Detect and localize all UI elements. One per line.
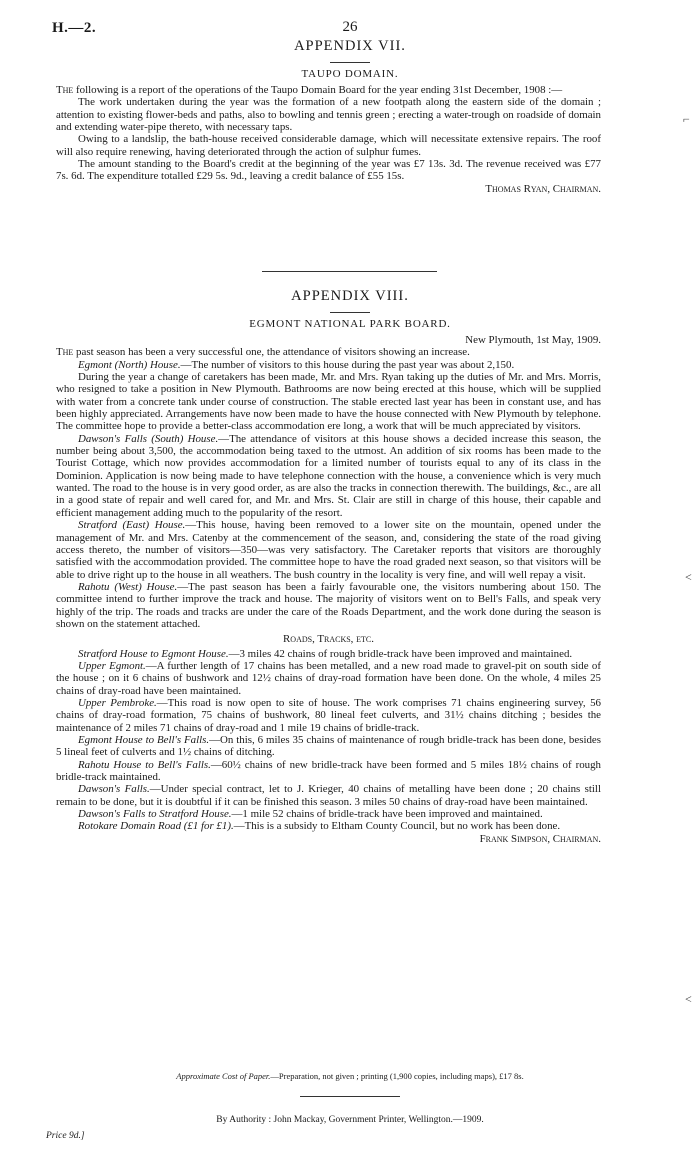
paragraph (56, 519, 601, 581)
margin-mark: ˂ (685, 992, 692, 1006)
appendix-vii-title: APPENDIX VII. (294, 38, 406, 54)
road-text: —A further length of 17 chains has been metalled, and a new road made to gravel-pit on south side of the house ; on it 6 chains of bushwork and 12½ chains of dray-road formation have been done. On the whole, 4 miles 25 chains of dray-road have been maintained. (56, 659, 601, 697)
intro-text: past season has been a very successful one, the attendance of visitors showing an increase. (73, 346, 470, 359)
road-text: —Under special contract, let to J. Krieger, 40 chains of metalling have been done ; 20 chains still remain to be done, but it is doubtful if it can be finished this season. 3 miles 50 chains of dray-road have been maintained. (56, 783, 601, 808)
paragraph (56, 783, 601, 808)
road-heading: Upper Egmont. (78, 659, 146, 672)
road-heading: Dawson's Falls. (78, 783, 150, 796)
road-heading: Egmont House to Bell's Falls. (78, 734, 210, 746)
printer-authority: By Authority : John Mackay, Government Printer, Wellington.—1909. (216, 1115, 484, 1125)
paragraph (56, 359, 601, 371)
cost-label: Approximate Cost of Paper. (176, 1071, 271, 1081)
intro-text: following is a report of the operations of the Taupo Domain Board for the year ending 31st December, 1908 :— (73, 84, 563, 96)
title-rule (330, 62, 370, 63)
paragraph (56, 759, 601, 784)
intro-lead: The (56, 346, 74, 359)
road-heading: Upper Pembroke. (78, 696, 157, 709)
appendix-viii-body (56, 334, 601, 845)
report-reference: H.—2. (52, 20, 97, 36)
section-heading: Rahotu (West) House. (78, 580, 178, 593)
paragraph (56, 697, 601, 734)
appendix-viii-title: APPENDIX VIII. (291, 288, 409, 304)
title-rule (330, 312, 370, 313)
margin-mark: ⌐ (683, 112, 690, 126)
road-heading: Stratford House to Egmont House. (78, 647, 229, 660)
price: Price 9d.] (46, 1131, 85, 1141)
dateline: New Plymouth, 1st May, 1909. (465, 334, 601, 346)
signature: Frank Simpson, Chairman. (479, 832, 601, 845)
intro-paragraph (56, 346, 601, 358)
paragraph (56, 433, 601, 519)
road-text: —This is a subsidy to Eltham County Council, but no work has been done. (233, 820, 561, 833)
section-heading: Dawson's Falls (South) House. (78, 432, 219, 445)
paragraph (56, 734, 601, 759)
paragraph (56, 820, 601, 832)
section-divider (262, 271, 437, 272)
road-heading: Rotokare Domain Road (£1 for £1). (78, 820, 234, 833)
paragraph: During the year a change of caretakers has been made, Mr. and Mrs. Ryan taking up the duties of Mr. and Mrs. Morris, who resigned to take a position in New Plymouth. Bathrooms are now being erected at this house, which will be supplied with water from a concrete tank under course of construction. The stable erected last year has been in constant use, and has been highly appreciated. Arrangements have now been made to have the house connected with New Plymouth by telephone. The committee hope to provide a better-class accommodation ere long, a work that will be much appreciated by visitors. (56, 371, 601, 433)
road-heading: Dawson's Falls to Stratford House. (78, 808, 232, 821)
section-heading: Egmont (North) House. (78, 358, 181, 371)
margin-mark: ˂ (685, 570, 692, 584)
page-number: 26 (342, 19, 358, 35)
appendix-vii-body (56, 84, 601, 195)
appendix-viii-subtitle: EGMONT NATIONAL PARK BOARD. (249, 318, 451, 330)
paragraph: Owing to a landslip, the bath-house received considerable damage, which will necessitate extensive repairs. The roof will also require renewing, having deteriorated through the action of sulphur fumes. (56, 133, 601, 158)
intro-paragraph (56, 84, 601, 96)
section-text: —The past season has been a fairly favourable one, the visitors numbering about 150. The committee intend to further improve the track and house. The majority of visitors went on to Bell's Falls, and speak very highly of the trip. The roads and tracks are under the care of the Roads Department, and the work done during the season is shown on the statement attached. (56, 580, 601, 630)
paragraph: The amount standing to the Board's credit at the beginning of the year was £7 13s. 3d. The revenue received was £77 7s. 6d. The expenditure totalled £29 5s. 9d., leaving a credit balance of £55 15s. (56, 158, 601, 183)
road-text: —On this, 6 miles 35 chains of maintenance of rough bridle-track has been done, besides 5 lineal feet of culverts and 1½ chains of ditching. (56, 734, 601, 759)
cost-text: —Preparation, not given ; printing (1,900 copies, including maps), £17 8s. (270, 1071, 524, 1081)
road-text: —1 mile 52 chains of bridle-track have been improved and maintained. (231, 808, 543, 821)
road-text: —60½ chains of new bridle-track have been formed and 5 miles 18½ chains of rough bridle-track maintained. (56, 758, 601, 784)
roads-heading: Roads, Tracks, etc. (283, 633, 374, 646)
road-heading: Rahotu House to Bell's Falls. (78, 758, 211, 771)
signature: Thomas Ryan, Chairman. (485, 182, 601, 195)
paragraph (56, 660, 601, 697)
paragraph (56, 808, 601, 820)
cost-of-paper (0, 1071, 700, 1081)
section-text: —The attendance of visitors at this house shows a decided increase this season, the number being about 3,500, the accommodation being taxed to the utmost. An addition of six rooms has been made to the Tourist Cottage, which now provides accommodation for a limited number of tourists equal to any of its class in the Dominion. Application is now being made to have telephone connection with the house, a convenience which is very much wanted. The road to the house is in very good order, as are also the tracks in connection therewith. The buildings, &c., are all in a good state of repair and well cared for, and Mr. and Mrs. St. Clair are still in charge of this house, their capable and efficient management adding much to the popularity of the resort. (56, 432, 601, 519)
appendix-vii-subtitle: TAUPO DOMAIN. (301, 68, 399, 80)
road-text: —3 miles 42 chains of rough bridle-track have been improved and maintained. (228, 647, 573, 660)
section-text: —The number of visitors to this house during the past year was about 2,150. (180, 358, 515, 371)
paragraph (56, 581, 601, 630)
paragraph (56, 648, 601, 660)
section-text: —This house, having been removed to a lower site on the mountain, opened under the management of Mr. and Mrs. Catenby at the commencement of the season, and, considering the state of the road giving access thereto, the number of visitors—350—was very satisfactory. The Caretaker reports that visitors are thoroughly satisfied with the accommodation provided. The committee hope to have the road graded next season, so that visitors will be able to drive right up to the house in all weathers. The bush country in the locality is very fine, and will well repay a visit. (56, 519, 601, 581)
road-text: —This road is now open to site of house. The work comprises 71 chains engineering survey, 56 chains of dray-road formation, 75 chains of bushwork, 80 lineal feet culverts, and 31½ chains ditching ; besides the maintenance of 2 miles 71 chains of dray-road and 1 mile 19 chains of bridle-track. (56, 696, 601, 734)
section-heading: Stratford (East) House. (78, 519, 186, 532)
footer-rule (300, 1096, 400, 1097)
intro-lead: The (56, 84, 74, 96)
paragraph: The work undertaken during the year was the formation of a new footpath along the eastern side of the domain ; attention to existing flower-beds and paths, also to bowling and tennis green ; erecting a water-trough on roadside of domain and extending water-pipe thereto, with necessary taps. (56, 96, 601, 134)
